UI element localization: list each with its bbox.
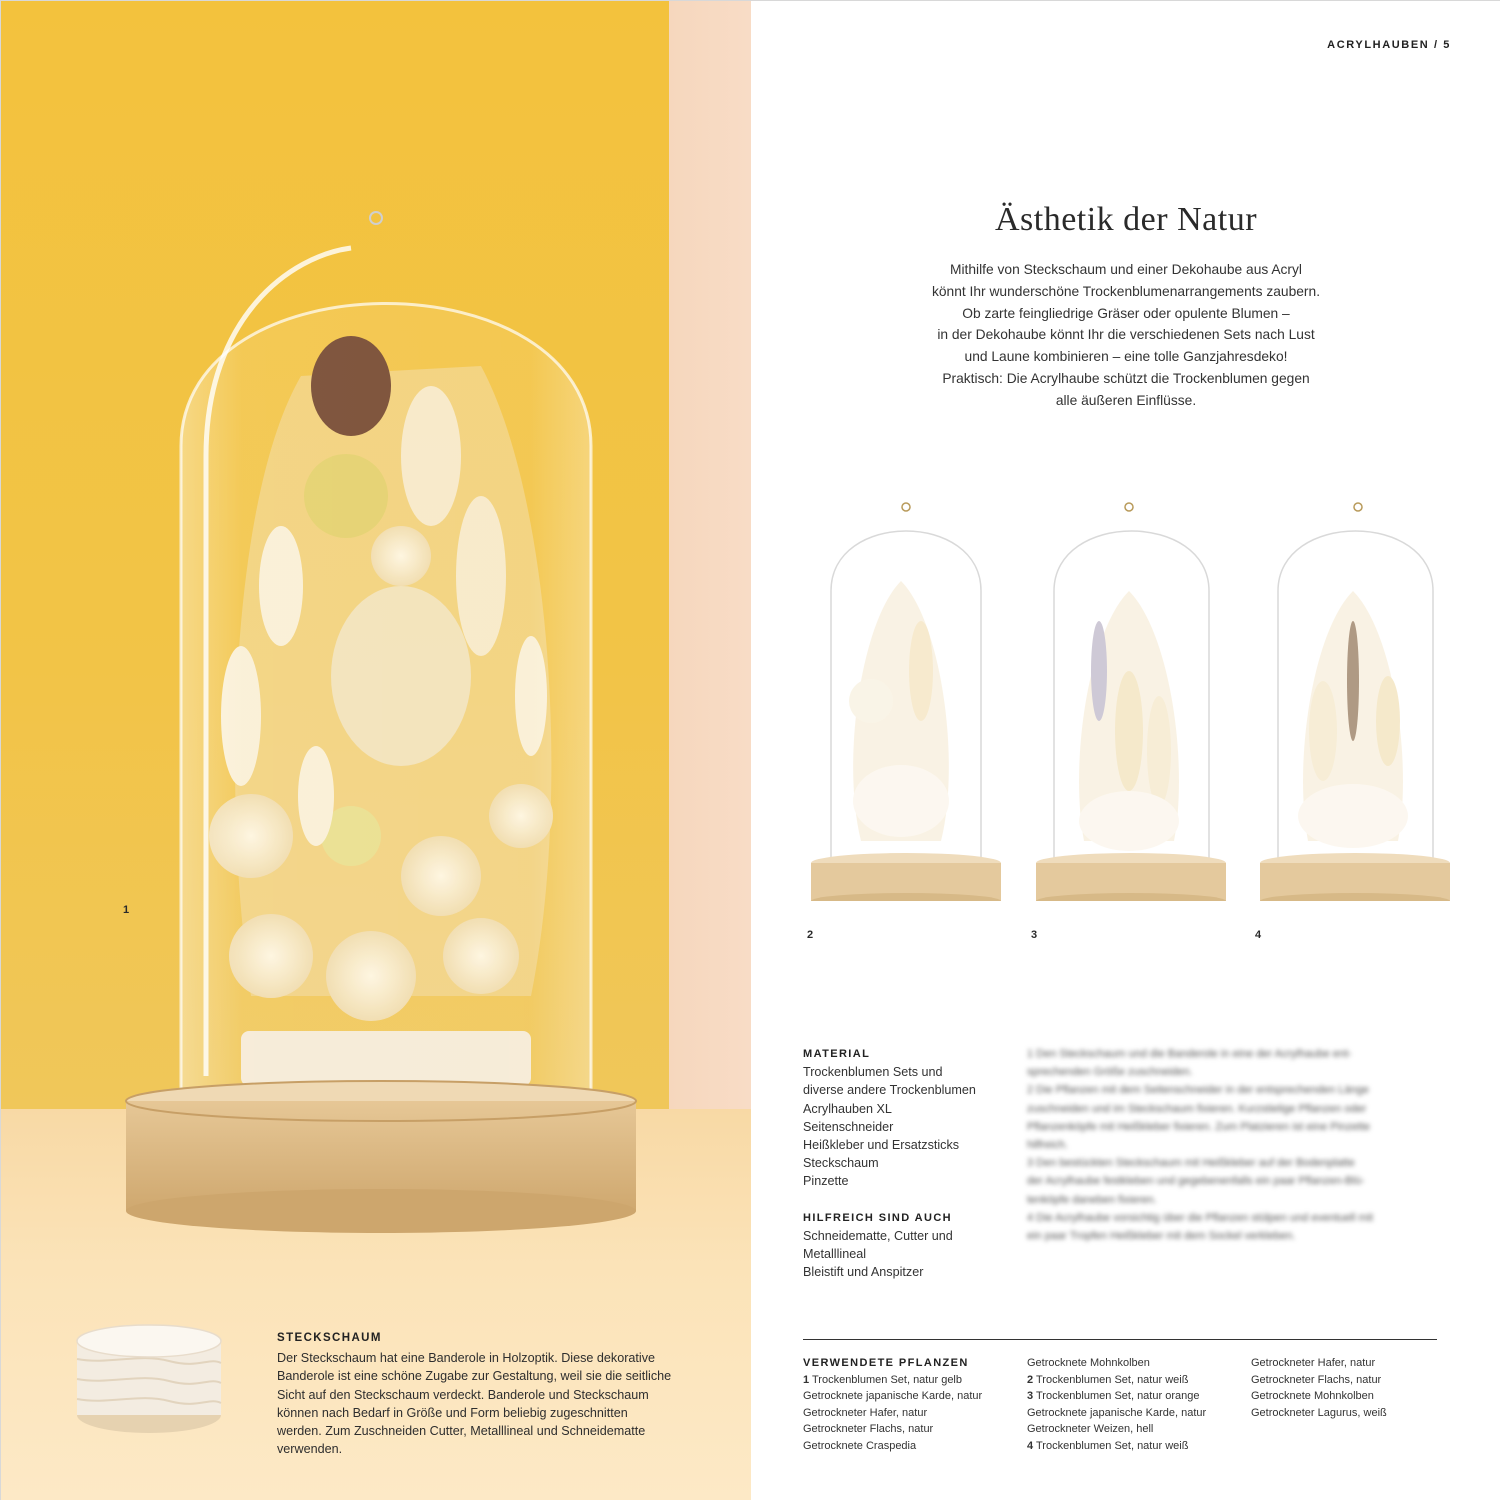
intro-text bbox=[881, 259, 1371, 412]
plant-item: Getrocknete japanische Karde, natur bbox=[1027, 1406, 1207, 1419]
figure-number-1: 1 bbox=[123, 904, 130, 916]
figure-number-4: 4 bbox=[1255, 929, 1262, 941]
intro-line: Mithilfe von Steckschaum und einer Dekohaube aus Acryl bbox=[949, 262, 1302, 277]
plant-item: Getrockneter Flachs, natur bbox=[803, 1423, 934, 1436]
backdrop-peach-wall bbox=[669, 1, 751, 1111]
steckschaum-line: verwenden. bbox=[277, 1442, 343, 1457]
instructions-blurred bbox=[1027, 1045, 1457, 1245]
hero-acrylic-dome-photo bbox=[101, 196, 661, 1246]
plant-item: Getrockneter Hafer, natur bbox=[803, 1406, 928, 1419]
plant-item: 4 Trockenblumen Set, natur weiß bbox=[1027, 1439, 1189, 1452]
plant-item: Getrockneter Flachs, natur bbox=[1251, 1373, 1382, 1386]
plant-item: Getrockneter Lagurus, weiß bbox=[1251, 1406, 1387, 1419]
instruction-line: Pflanzenköpfe mit Heißkleber fixieren. Zum Platzieren ist eine Pinzette bbox=[1027, 1120, 1370, 1133]
intro-line: Ob zarte feingliedrige Gräser oder opulente Blumen – bbox=[962, 305, 1290, 321]
plant-item: Getrocknete Craspedia bbox=[803, 1439, 917, 1452]
plant-item: Getrocknete japanische Karde, natur bbox=[803, 1390, 983, 1403]
plant-item: Getrockneter Weizen, hell bbox=[1027, 1423, 1154, 1436]
helpful-heading: HILFREICH SIND AUCH bbox=[803, 1211, 953, 1224]
steckschaum-heading: STECKSCHAUM bbox=[277, 1332, 382, 1344]
plants-column-1 bbox=[803, 1355, 982, 1455]
material-item: Steckschaum bbox=[803, 1156, 879, 1171]
plant-item: 2 Trockenblumen Set, natur weiß bbox=[1027, 1373, 1189, 1386]
steckschaum-line: werden. Zum Zuschneiden Cutter, Metalllineal und Schneidematte bbox=[277, 1424, 646, 1439]
steckschaum-photo bbox=[69, 1319, 229, 1439]
intro-line: in der Dekohaube könnt Ihr die verschiedenen Sets nach Lust bbox=[937, 327, 1315, 343]
helpful-item: Bleistift und Anspitzer bbox=[803, 1265, 924, 1280]
plant-item: 3 Trockenblumen Set, natur orange bbox=[1027, 1390, 1200, 1403]
instruction-line: 1 Den Steckschaum und die Banderole in eine der Acrylhaube ent- bbox=[1027, 1048, 1352, 1060]
running-head: ACRYLHAUBEN / 5 bbox=[1327, 39, 1451, 51]
instruction-line: 3 Den bestückten Steckschaum mit Heißkleber auf der Bodenplatte bbox=[1027, 1157, 1355, 1170]
material-item: Seitenschneider bbox=[803, 1119, 894, 1134]
instruction-line: sprechenden Größe zuschneiden. bbox=[1027, 1066, 1193, 1079]
figure-number-3: 3 bbox=[1031, 929, 1038, 941]
plants-heading: VERWENDETE PFLANZEN bbox=[803, 1357, 969, 1369]
instruction-line: der Acrylhaube festkleben und gegebenenfalls ein paar Pflanzen-Blü- bbox=[1027, 1175, 1365, 1188]
intro-line: Praktisch: Die Acrylhaube schützt die Trockenblumen gegen bbox=[942, 370, 1310, 386]
material-heading: MATERIAL bbox=[803, 1048, 871, 1060]
left-page bbox=[1, 1, 751, 1500]
divider-rule bbox=[803, 1339, 1437, 1340]
instruction-line: ein paar Tropfen Heißkleber mit dem Sockel verkleben. bbox=[1027, 1230, 1296, 1243]
right-page bbox=[751, 1, 1500, 1500]
plant-item: Getrocknete Mohnkolben bbox=[1251, 1390, 1374, 1403]
product-dome-2-photo bbox=[801, 501, 1001, 901]
instruction-line: 4 Die Acrylhaube vorsichtig über die Pflanzen stülpen und eventuell mit bbox=[1027, 1211, 1374, 1224]
instruction-line: hilfreich. bbox=[1027, 1139, 1068, 1152]
product-dome-3-photo bbox=[1029, 501, 1229, 901]
plants-column-2 bbox=[1027, 1355, 1206, 1455]
page-title: Ästhetik der Natur bbox=[994, 201, 1258, 238]
instruction-line: zuschneiden und im Steckschaum fixieren. Kurzstielige Pflanzen oder bbox=[1027, 1102, 1367, 1115]
steckschaum-line: können nach Bedarf in Größe und Form beliebig zugeschnitten bbox=[277, 1405, 628, 1420]
steckschaum-line: Der Steckschaum hat eine Banderole in Holzoptik. Diese dekorative bbox=[277, 1351, 656, 1366]
helpful-item: Metalllineal bbox=[803, 1247, 866, 1262]
plant-item: 1 Trockenblumen Set, natur gelb bbox=[803, 1373, 962, 1386]
intro-line: und Laune kombinieren – eine tolle Ganzjahresdeko! bbox=[964, 349, 1288, 365]
material-item: Acrylhauben XL bbox=[803, 1101, 892, 1116]
material-list bbox=[803, 1045, 1023, 1281]
material-item: Pinzette bbox=[803, 1174, 849, 1189]
figure-number-2: 2 bbox=[807, 929, 814, 941]
helpful-item: Schneidematte, Cutter und bbox=[803, 1228, 953, 1243]
instruction-line: 2 Die Pflanzen mit dem Seitenschneider in der entsprechenden Länge bbox=[1027, 1084, 1369, 1097]
steckschaum-line: Banderole ist eine schöne Zugabe zur Gestaltung, weil sie die seitliche bbox=[277, 1369, 672, 1384]
intro-line: könnt Ihr wunderschöne Trockenblumenarrangements zaubern. bbox=[931, 283, 1321, 299]
material-item: Heißkleber und Ersatzsticks bbox=[803, 1138, 960, 1153]
plant-item: Getrockneter Hafer, natur bbox=[1251, 1357, 1376, 1369]
plant-item: Getrocknete Mohnkolben bbox=[1027, 1357, 1150, 1369]
material-item: Trockenblumen Sets und bbox=[803, 1065, 943, 1080]
material-item: diverse andere Trockenblumen bbox=[803, 1083, 976, 1098]
plants-column-3 bbox=[1251, 1355, 1387, 1421]
steckschaum-line: Sicht auf den Steckschaum verdeckt. Banderole und Steckschaum bbox=[277, 1387, 649, 1402]
product-dome-4-photo bbox=[1253, 501, 1453, 901]
steckschaum-caption bbox=[277, 1329, 707, 1458]
intro-line: alle äußeren Einflüsse. bbox=[1055, 392, 1197, 408]
instruction-line: tenköpfe daneben fixieren. bbox=[1027, 1193, 1157, 1206]
